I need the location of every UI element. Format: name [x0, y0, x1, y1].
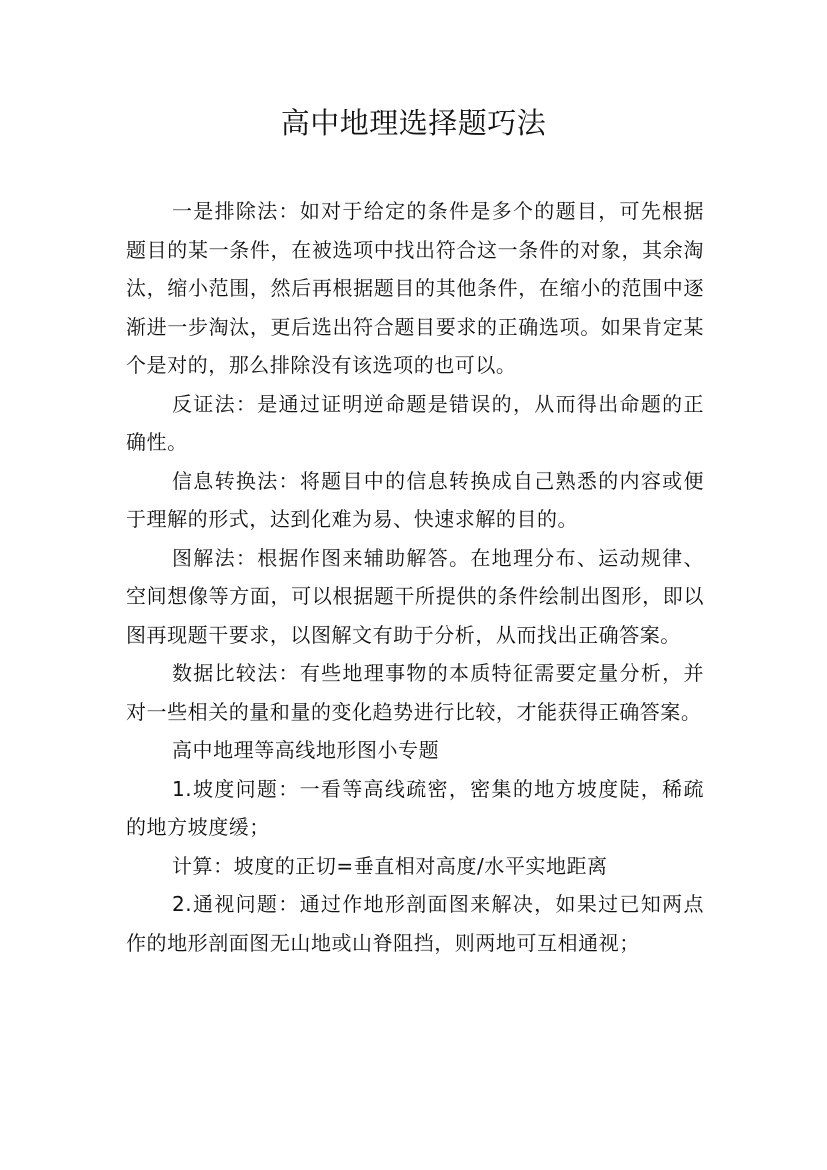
section-heading: 高中地理等高线地形图小专题 [172, 738, 440, 762]
document-body [126, 192, 704, 962]
section-item-visibility: 2.通视问题：通过作地形剖面图来解决，如果过已知两点作的地形剖面图无山地或山脊阻挡，则两地可互相通视； [126, 892, 704, 955]
paragraph-diagram-method: 图解法：根据作图来辅助解答。在地理分布、运动规律、空间想像等方面，可以根据题干所提供的条件绘制出图形，即以图再现题干要求，以图解文有助于分析，从而找出正确答案。 [126, 545, 704, 647]
section-item-slope-calculation: 计算：坡度的正切=垂直相对高度/水平实地距离 [172, 853, 608, 878]
paragraph-data-comparison: 数据比较法：有些地理事物的本质特征需要定量分析，并对一些相关的量和量的变化趋势进行比较，才能获得正确答案。 [126, 661, 704, 724]
document-title: 高中地理选择题巧法 [280, 106, 547, 140]
section-item-slope: 1.坡度问题：一看等高线疏密，密集的地方坡度陡，稀疏的地方坡度缓； [126, 776, 704, 839]
paragraph-proof-by-contradiction: 反证法：是通过证明逆命题是错误的，从而得出命题的正确性。 [126, 391, 704, 454]
paragraph-exclusion-method: 一是排除法：如对于给定的条件是多个的题目，可先根据题目的某一条件，在被选项中找出符合这一条件的对象，其余淘汰，缩小范围，然后再根据题目的其他条件，在缩小的范围中逐渐进一步淘汰，更后选出符合题目要求的正确选项。如果肯定某个是对的，那么排除没有该选项的也可以。 [126, 199, 704, 377]
paragraph-information-conversion: 信息转换法：将题目中的信息转换成自己熟悉的内容或便于理解的形式，达到化难为易、快速求解的目的。 [126, 468, 704, 531]
